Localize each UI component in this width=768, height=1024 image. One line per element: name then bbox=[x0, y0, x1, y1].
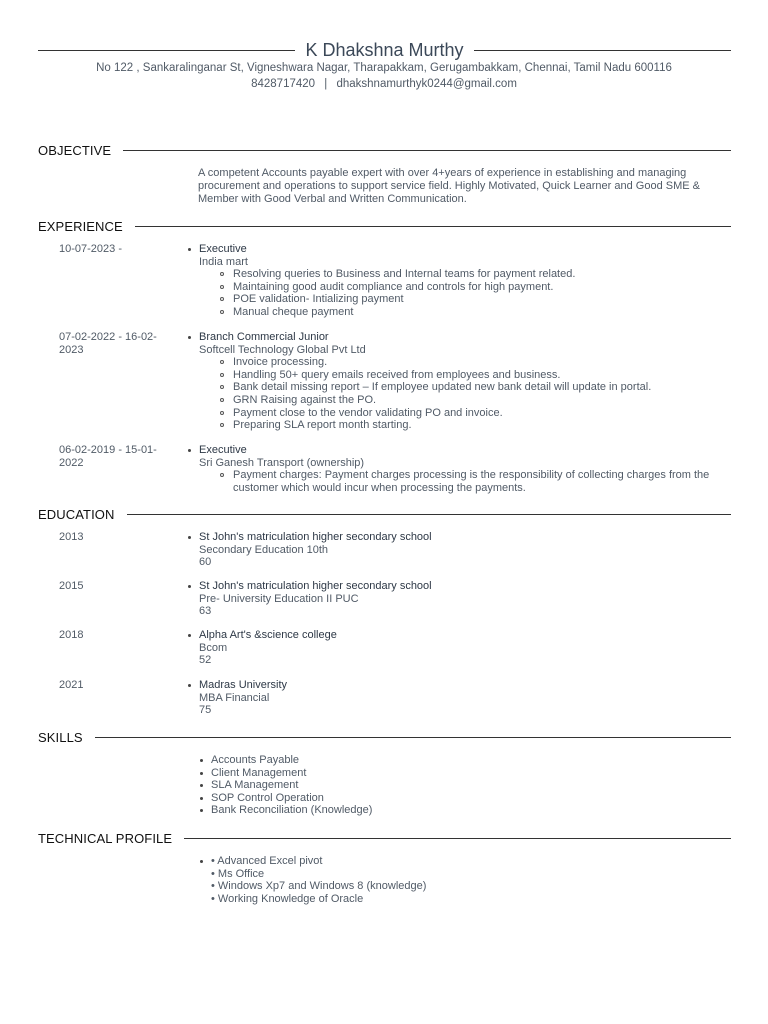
list-item: Bank detail missing report – If employee updated new bank detail will update in portal. bbox=[199, 381, 729, 394]
divider bbox=[127, 514, 732, 515]
job-title: Executive bbox=[199, 444, 729, 457]
job-title: Executive bbox=[199, 243, 729, 256]
list-item: • Working Knowledge of Oracle bbox=[211, 892, 364, 905]
job-title: Branch Commercial Junior bbox=[199, 331, 729, 344]
entry-year: 2015 bbox=[59, 580, 84, 592]
section-title: TECHNICAL PROFILE bbox=[38, 830, 173, 846]
score: 63 bbox=[199, 605, 212, 618]
entry-year: 2013 bbox=[59, 531, 84, 543]
course: Bcom bbox=[199, 641, 228, 654]
divider bbox=[474, 50, 731, 51]
section-technical-profile bbox=[38, 830, 731, 846]
list-item: Maintaining good audit compliance and controls for high payment. bbox=[199, 281, 729, 294]
section-title: SKILLS bbox=[38, 729, 83, 745]
score: 60 bbox=[199, 556, 212, 569]
list-item: • Windows Xp7 and Windows 8 (knowledge) bbox=[211, 880, 427, 893]
list-item: Client Management bbox=[211, 767, 372, 780]
address: No 122 , Sankaralinganar St, Vigneshwara Nagar, Tharapakkam, Gerugambakkam, Chennai, Tamil Nadu 600116 bbox=[96, 62, 672, 74]
list-item: GRN Raising against the PO. bbox=[199, 394, 729, 407]
course: Pre- University Education II PUC bbox=[199, 592, 359, 605]
score: 75 bbox=[199, 704, 212, 717]
divider bbox=[184, 838, 731, 839]
entry-date: 06-02-2019 - 15-01-2022 bbox=[59, 444, 157, 469]
list-item: Accounts Payable bbox=[211, 754, 372, 767]
list-item: Resolving queries to Business and Internal teams for payment related. bbox=[199, 268, 729, 281]
section-title: EXPERIENCE bbox=[38, 218, 123, 234]
list-item: SLA Management bbox=[211, 779, 372, 792]
candidate-name: K Dhakshna Murthy bbox=[305, 39, 464, 60]
school-name: Madras University bbox=[199, 679, 729, 692]
divider bbox=[135, 226, 731, 227]
list-item: Invoice processing. bbox=[199, 356, 729, 369]
divider bbox=[123, 150, 731, 151]
list-item: Preparing SLA report month starting. bbox=[199, 419, 729, 432]
company: India mart bbox=[199, 255, 248, 268]
company: Sri Ganesh Transport (ownership) bbox=[199, 456, 365, 469]
list-item: SOP Control Operation bbox=[211, 792, 372, 805]
list-item: Payment charges: Payment charges processing is the responsibility of collecting charges from the customer which would incur when processing the payments. bbox=[199, 469, 729, 494]
section-objective bbox=[38, 142, 731, 158]
list-item: • Advanced Excel pivot bbox=[211, 855, 426, 868]
score: 52 bbox=[199, 654, 212, 667]
section-experience bbox=[38, 218, 731, 234]
skills-list bbox=[211, 754, 372, 817]
section-title: EDUCATION bbox=[38, 506, 115, 522]
entry-date: 07-02-2022 - 16-02-2023 bbox=[59, 331, 157, 356]
name-header bbox=[38, 40, 731, 60]
entry-year: 2021 bbox=[59, 679, 84, 691]
section-education bbox=[38, 506, 731, 522]
divider bbox=[95, 737, 731, 738]
section-skills bbox=[38, 729, 731, 745]
list-item: Manual cheque payment bbox=[199, 306, 729, 319]
school-name: St John's matriculation higher secondary school bbox=[199, 531, 729, 544]
list-item: POE validation- Intializing payment bbox=[199, 293, 729, 306]
course: Secondary Education 10th bbox=[199, 543, 329, 556]
entry-date: 10-07-2023 - bbox=[59, 243, 122, 255]
objective-text: A competent Accounts payable expert with over 4+years of experience in establishing and managing procurement and operations to support service field. Highly Motivated, Quick Learner and Good SME & Member with Good Verbal and Written Communication. bbox=[198, 167, 700, 205]
email: dhakshnamurthyk0244@gmail.com bbox=[336, 78, 517, 90]
list-item: Bank Reconciliation (Knowledge) bbox=[211, 804, 373, 817]
company: Softcell Technology Global Pvt Ltd bbox=[199, 343, 366, 356]
entry-year: 2018 bbox=[59, 629, 84, 641]
list-item: Handling 50+ query emails received from employees and business. bbox=[199, 369, 729, 382]
list-item: • Ms Office bbox=[211, 867, 265, 880]
divider bbox=[38, 50, 295, 51]
contact-line bbox=[0, 78, 768, 90]
school-name: Alpha Art's &science college bbox=[199, 629, 729, 642]
technical-list bbox=[211, 855, 426, 905]
phone: 8428717420 bbox=[251, 78, 316, 90]
school-name: St John's matriculation higher secondary school bbox=[199, 580, 729, 593]
course: MBA Financial bbox=[199, 691, 270, 704]
separator: | bbox=[324, 78, 328, 90]
list-item: Payment close to the vendor validating PO and invoice. bbox=[199, 407, 729, 420]
section-title: OBJECTIVE bbox=[38, 142, 112, 158]
